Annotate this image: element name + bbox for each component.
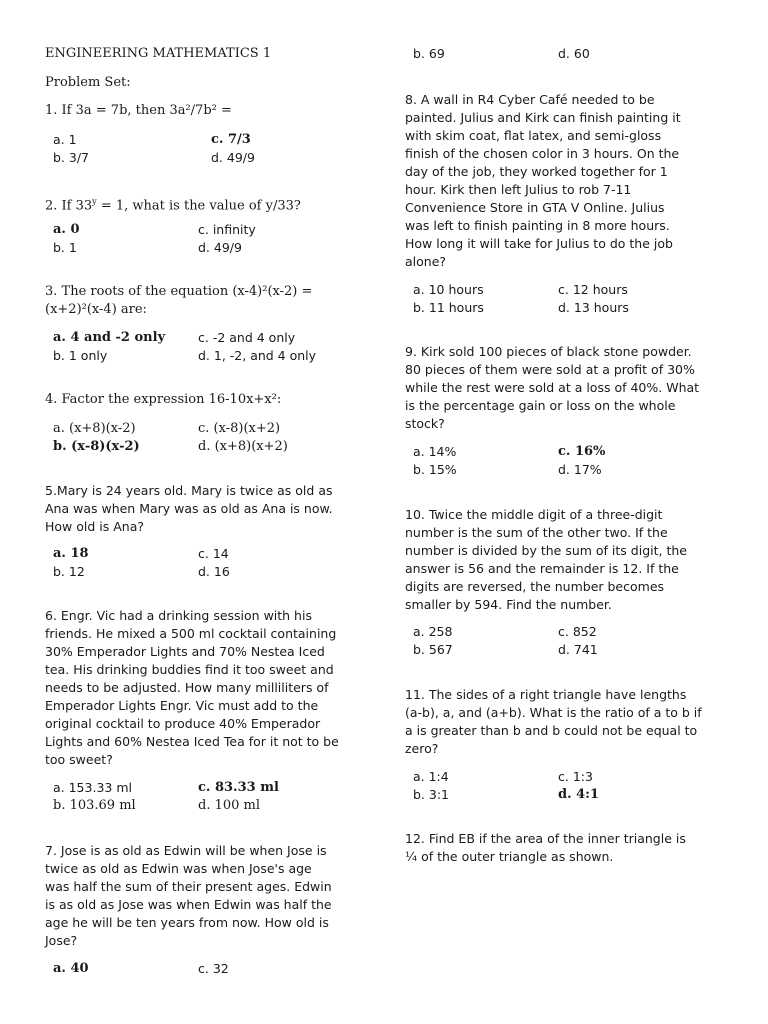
question-10-line: digits are reversed, the number becomes	[405, 579, 665, 594]
question-6-line: Lights and 60% Nestea Iced Tea for it not to be	[45, 734, 339, 749]
question-7-line: was half the sum of their present ages. Edwin	[45, 879, 332, 894]
question-11-line: (a-b), a, and (a+b). What is the ratio of a to b if	[405, 705, 702, 720]
option-b: b. 12	[53, 564, 85, 579]
question-6-line: 6. Engr. Vic had a drinking session with his	[45, 608, 312, 623]
option-c-answer: c. 7/3	[211, 132, 251, 147]
question-9-line: 9. Kirk sold 100 pieces of black stone powder.	[405, 344, 692, 359]
question-8-line: hour. Kirk then left Julius to rob 7-11	[405, 182, 632, 197]
option-c: c. (x-8)(x+2)	[198, 421, 281, 436]
question-12	[405, 830, 735, 866]
option-c: c. 1:3	[558, 769, 593, 784]
option-d: d. 13 hours	[558, 300, 629, 315]
question-8-line: was left to finish painting in 8 more hours.	[405, 218, 670, 233]
option-a-answer: a. 4 and -2 only	[53, 330, 166, 345]
question-2-text-pre: 2. If 33	[45, 198, 93, 214]
option-d: d. 49/9	[211, 150, 255, 165]
option-c: c. 12 hours	[558, 282, 628, 297]
question-8-line: Convenience Store in GTA V Online. Julius	[405, 200, 665, 215]
option-b: b. 567	[413, 642, 453, 657]
question-10	[405, 506, 735, 614]
question-8-line: 8. A wall in R4 Cyber Café needed to be	[405, 92, 655, 107]
option-a: a. (x+8)(x-2)	[53, 421, 136, 436]
option-b: b. 15%	[413, 462, 457, 477]
question-8	[405, 91, 735, 271]
option-b: b. 3:1	[413, 787, 449, 802]
option-b: b. 1	[53, 240, 77, 255]
option-c: c. 14	[198, 546, 229, 561]
question-8-line: alone?	[405, 254, 447, 269]
question-7-line: Jose?	[45, 933, 78, 948]
question-10-line: smaller by 594. Find the number.	[405, 597, 612, 612]
question-11-line: 11. The sides of a right triangle have lengths	[405, 687, 687, 702]
option-b: b. 69	[413, 46, 445, 61]
question-8-line: finish of the chosen color in 3 hours. On the	[405, 146, 680, 161]
option-a-answer: a. 18	[53, 546, 89, 561]
option-b: b. 11 hours	[413, 300, 484, 315]
option-b-answer: b. (x-8)(x-2)	[53, 439, 140, 454]
option-d-answer: d. 4:1	[558, 787, 600, 802]
question-9-line: is the percentage gain or loss on the whole	[405, 398, 676, 413]
question-5-line: 5.Mary is 24 years old. Mary is twice as old as	[45, 483, 333, 498]
question-6-line: needs to be adjusted. How many milliliters of	[45, 680, 329, 695]
question-6-line: friends. He mixed a 500 ml cocktail containing	[45, 626, 337, 641]
question-3-line-2: (x+2)²(x-4) are:	[45, 302, 147, 317]
question-2	[45, 193, 365, 215]
option-a: a. 10 hours	[413, 282, 484, 297]
question-1	[45, 102, 365, 120]
question-9	[405, 343, 735, 433]
question-4-text: 4. Factor the expression 16-10x+x²:	[45, 392, 282, 407]
option-a: a. 258	[413, 624, 453, 639]
option-b: b. 103.69 ml	[53, 798, 136, 813]
question-6-line: Emperador Lights Engr. Vic must add to the	[45, 698, 319, 713]
option-c: c. 32	[198, 961, 229, 976]
option-a: a. 1:4	[413, 769, 449, 784]
question-7-line: age he will be ten years from now. How old is	[45, 915, 329, 930]
option-d: d. 16	[198, 564, 230, 579]
option-d: d. 49/9	[198, 240, 242, 255]
question-8-line: How long it will take for Julius to do the job	[405, 236, 673, 251]
question-8-line: with skim coat, flat latex, and semi-gloss	[405, 128, 662, 143]
option-c: c. 852	[558, 624, 597, 639]
question-3	[45, 283, 365, 319]
question-2-text-post: = 1, what is the value of y/33?	[96, 198, 301, 214]
option-c-answer: c. 16%	[558, 444, 606, 459]
question-2-exponent: y	[92, 197, 97, 206]
question-10-line: 10. Twice the middle digit of a three-digit	[405, 507, 663, 522]
option-a: a. 1	[53, 132, 77, 147]
question-5	[45, 482, 365, 536]
option-c: c. infinity	[198, 222, 256, 237]
question-6-line: 30% Emperador Lights and 70% Nestea Iced	[45, 644, 325, 659]
option-a-answer: a. 40	[53, 961, 89, 976]
option-a: a. 14%	[413, 444, 457, 459]
question-12-line: 12. Find EB if the area of the inner triangle is	[405, 831, 686, 846]
question-1-text: 1. If 3a = 7b, then 3a²/7b² =	[45, 103, 232, 118]
question-6-line: too sweet?	[45, 752, 113, 767]
question-10-line: number is the sum of the other two. If the	[405, 525, 668, 540]
question-5-line: How old is Ana?	[45, 519, 144, 534]
problem-set-label: Problem Set:	[45, 75, 131, 90]
question-6-line: original cocktail to produce 40% Emperador	[45, 716, 321, 731]
question-7-line: 7. Jose is as old as Edwin will be when Jose is	[45, 843, 327, 858]
question-9-line: stock?	[405, 416, 445, 431]
document-title: ENGINEERING MATHEMATICS 1	[45, 46, 272, 61]
option-d: d. 1, -2, and 4 only	[198, 348, 317, 363]
question-11	[405, 686, 735, 758]
question-7-line: is as old as Jose was when Edwin was half the	[45, 897, 332, 912]
option-c-answer: c. 83.33 ml	[198, 780, 279, 795]
question-6-line: tea. His drinking buddies find it too sweet and	[45, 662, 334, 677]
question-5-line: Ana was when Mary was as old as Ana is now.	[45, 501, 333, 516]
option-b: b. 1 only	[53, 348, 108, 363]
question-8-line: painted. Julius and Kirk can finish painting it	[405, 110, 681, 125]
option-d: d. 100 ml	[198, 798, 261, 813]
question-4	[45, 391, 365, 409]
question-6	[45, 607, 365, 769]
question-9-line: 80 pieces of them were sold at a profit of 30%	[405, 362, 695, 377]
question-9-line: while the rest were sold at a loss of 40%. What	[405, 380, 700, 395]
question-8-line: day of the job, they worked together for 1	[405, 164, 668, 179]
question-7-line: twice as old as Edwin was when Jose's age	[45, 861, 312, 876]
option-c: c. -2 and 4 only	[198, 330, 296, 345]
question-11-line: a is greater than b and b could not be equal to	[405, 723, 698, 738]
question-10-line: number is divided by the sum of its digit, the	[405, 543, 687, 558]
question-3-line-1: 3. The roots of the equation (x-4)²(x-2) =	[45, 284, 313, 299]
option-d: d. 741	[558, 642, 598, 657]
option-b: b. 3/7	[53, 150, 89, 165]
question-11-line: zero?	[405, 741, 439, 756]
question-7	[45, 842, 365, 950]
option-d: d. 60	[558, 46, 590, 61]
question-10-line: answer is 56 and the remainder is 12. If the	[405, 561, 679, 576]
option-d: d. 17%	[558, 462, 602, 477]
option-d: d. (x+8)(x+2)	[198, 439, 288, 454]
option-a-answer: a. 0	[53, 222, 80, 237]
option-a: a. 153.33 ml	[53, 780, 132, 795]
question-12-line: ¼ of the outer triangle as shown.	[405, 849, 614, 864]
